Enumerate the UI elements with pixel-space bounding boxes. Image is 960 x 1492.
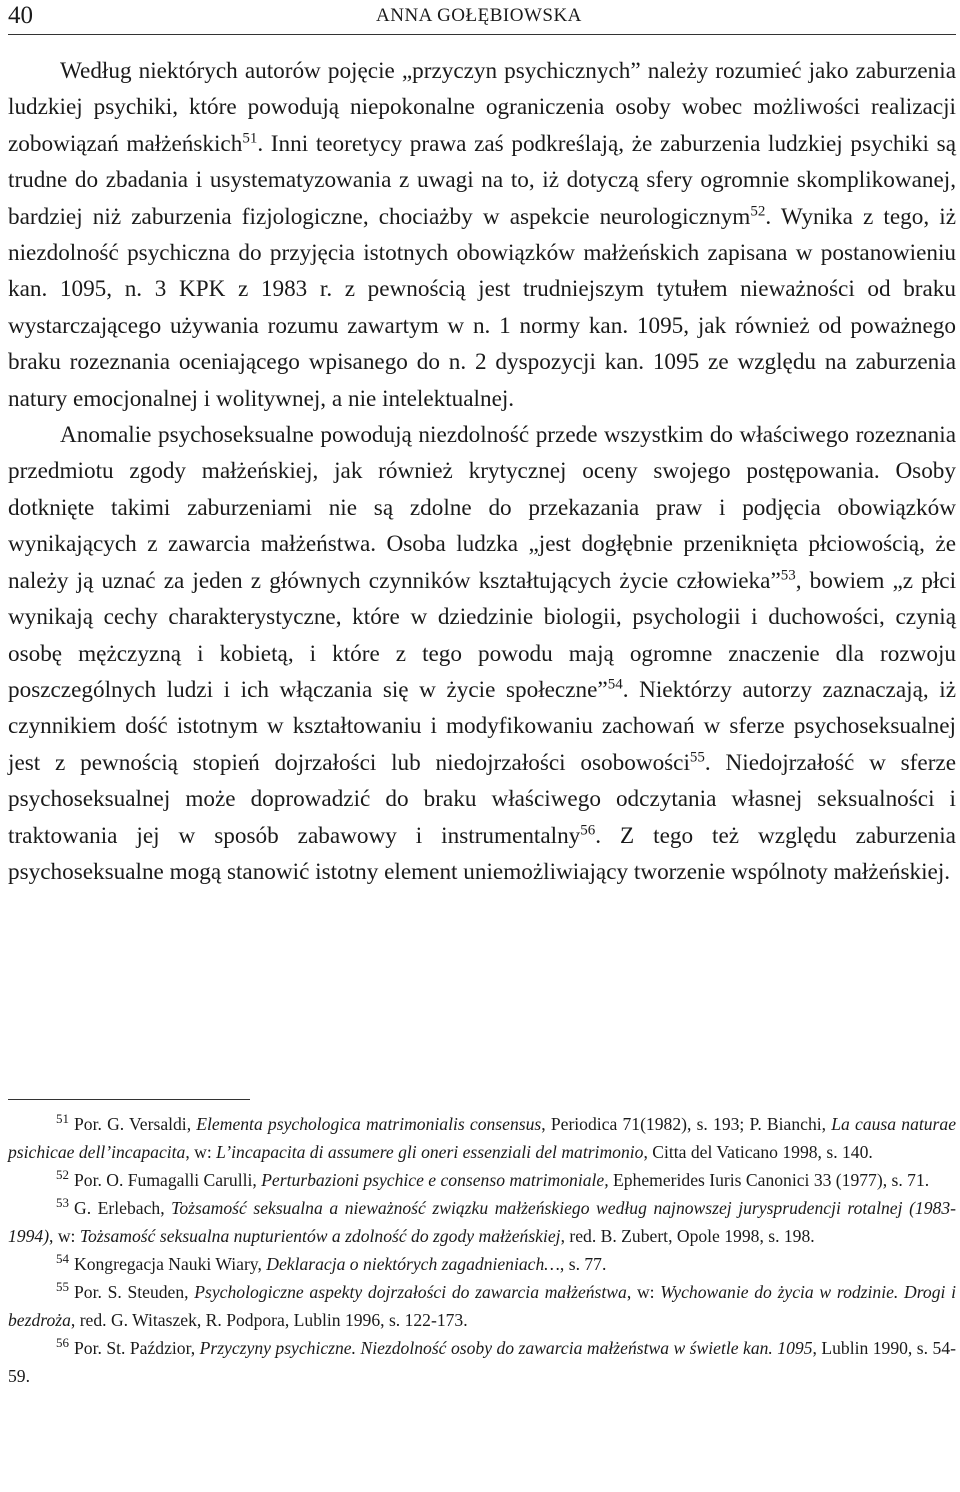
page-header [8, 0, 956, 30]
footnote-text: , Periodica 71(1982), s. 193; P. Bianchi, [541, 1114, 832, 1134]
footnote-ref-54[interactable]: 54 [607, 676, 623, 693]
footnote-text: , w: [185, 1142, 217, 1162]
running-head: ANNA GOŁĘBIOWSKA [376, 5, 582, 26]
footnote-text: , red. B. Zubert, Opole 1998, s. 198. [560, 1226, 815, 1246]
footnote-title: Psychologiczne aspekty dojrzałości do zawarcia małżeństwa [194, 1282, 627, 1302]
footnote-52 [8, 1166, 956, 1194]
footnote-text: Por. S. Steuden, [74, 1282, 195, 1302]
paragraph-2 [8, 417, 956, 890]
footnote-text: , w: [626, 1282, 661, 1302]
footnote-text: Por. St. Paździor, [74, 1338, 200, 1358]
footnote-number: 55 [56, 1279, 69, 1295]
footnote-text: , w: [49, 1226, 80, 1246]
paragraph-2-text-a: Anomalie psychoseksualne powodują niezdolność przede wszystkim do właściwego rozeznania przedmiotu zgody małżeńskiej, jak również krytycznej oceny swojego postępowania. Osoby dotknięte takimi zaburzeniami nie są zdolne do przekazania praw i podjęcia obowiązków wynikających z zawarcia małżeństwa. Osoba ludzka „jest dogłębnie przeniknięta płciowością, że należy ją uznać za jeden z głównych czynników kształtujących życie człowieka” [8, 422, 956, 594]
header-rule [8, 34, 956, 35]
footnote-number: 52 [56, 1167, 69, 1183]
footnotes [8, 1110, 956, 1390]
page-number: 40 [8, 2, 33, 29]
footnote-number: 54 [56, 1251, 69, 1267]
footnote-text: Por. O. Fumagalli Carulli, [74, 1170, 262, 1190]
footnote-54 [8, 1250, 956, 1278]
footnote-text: , s. 77. [559, 1254, 607, 1274]
paragraph-2-text-c: . Niektórzy autorzy zaznaczają, iż czynnikiem dość istotnym w kształtowaniu i modyfikowaniu zachowań w sferze psychoseksualnej jest z pewnością stopień dojrzałości lub niedojrzałości osobowości [8, 676, 956, 776]
footnote-ref-51[interactable]: 51 [242, 130, 258, 147]
footnote-title: Perturbazioni psychice e consenso matrimoniale, [261, 1170, 609, 1190]
footnote-text: , red. G. Witaszek, R. Podpora, Lublin 1996, s. 122-173. [70, 1310, 468, 1330]
footnote-51 [8, 1110, 956, 1166]
footnote-53 [8, 1194, 956, 1250]
paragraph-2-text-d: . Niedojrzałość w sferze psychoseksualnej może doprowadzić do braku właściwego odczytania własnej seksualności i traktowania jej w sposób zabawowy i instrumentalny [8, 749, 956, 849]
paragraph-1 [8, 53, 956, 417]
footnote-title: Przyczyny psychiczne. Niezdolność osoby do zawarcia małżeństwa w świetle kan. 1095 [199, 1338, 813, 1358]
paragraph-1-text-b: . Inni teoretycy prawa zaś podkreślają, że zaburzenia ludzkiej psychiki są trudne do zbadania i usystematyzowania z uwagi na to, iż dotyczą sfery ogromnie skomplikowanej, bardziej niż zaburzenia fizjologiczne, chociażby w aspekcie neurologicznym [8, 130, 956, 230]
footnote-number: 56 [56, 1335, 69, 1351]
body-text [8, 53, 956, 890]
footnote-text: , Citta del Vaticano 1998, s. 140. [643, 1142, 873, 1162]
footnote-56 [8, 1334, 956, 1390]
footnote-title: La causa naturae psichicae dell’incapacita [8, 1114, 957, 1162]
paragraph-1-text-c: . Wynika z tego, iż niezdolność psychiczna do przyjęcia istotnych obowiązków małżeńskich zapisana w postanowieniu kan. 1095, n. 3 KPK z 1983 r. z pewnością jest trudniejszym tytułem nieważności od braku wystarczającego używania rozumu zawartym w n. 1 normy kan. 1095, jak również od poważnego braku rozeznania oceniającego wpisanego do n. 2 dyspozycji kan. 1095 ze względu na zaburzenia natury emocjonalnej i wolitywnej, a nie intelektualnej. [8, 203, 956, 412]
footnote-title: Deklaracja o niektórych zagadnieniach… [266, 1254, 560, 1274]
footnote-55 [8, 1278, 956, 1334]
footnote-number: 53 [56, 1195, 69, 1211]
paragraph-1-text-a: Według niektórych autorów pojęcie „przyczyn psychicznych” należy rozumieć jako zaburzenia ludzkiej psychiki, które powodują niepokonalne ograniczenia osoby wobec możliwości realizacji zobowiązań małżeńskich [8, 58, 956, 157]
footnote-ref-56[interactable]: 56 [580, 821, 596, 838]
footnote-ref-55[interactable]: 55 [689, 748, 705, 765]
footnote-text: Kongregacja Nauki Wiary, [74, 1254, 267, 1274]
footnote-title: Wychowanie do życia w rodzinie. Drogi i bezdroża [8, 1282, 957, 1330]
footnote-number: 51 [56, 1111, 69, 1127]
footnote-ref-53[interactable]: 53 [780, 566, 796, 583]
footnote-title: Elementa psychologica matrimonialis consensus [196, 1114, 542, 1134]
paragraph-2-text-b: , bowiem „z płci wynikają cechy charakterystyczne, które w dziedzinie biologii, psychologii i duchowości, czynią osobę mężczyzną i kobietą, i które z tego powodu mają ogromne znaczenie dla rozwoju poszczególnych ludzi i ich włączania się w życie społeczne” [8, 567, 957, 703]
footnote-title: L’incapacita di assumere gli oneri essenziali del matrimonio [216, 1142, 644, 1162]
footnote-text: G. Erlebach, [74, 1198, 172, 1218]
footnote-title: Tożsamość seksualna nupturientów a zdolność do zgody małżeńskiej [79, 1226, 561, 1246]
footnote-ref-52[interactable]: 52 [750, 202, 766, 219]
footnote-text: Ephemerides Iuris Canonici 33 (1977), s. 71. [608, 1170, 930, 1190]
paragraph-2-text-e: . Z tego też względu zaburzenia psychoseksualne mogą stanowić istotny element uniemożliwiający tworzenie wspólnoty małżeńskiej. [8, 822, 956, 885]
footnote-text: , Lublin 1990, s. 54-59. [8, 1338, 956, 1386]
footnote-title: Tożsamość seksualna a nieważność związku małżeńskiego według najnowszej jurysprudencji rotalnej (1983-1994) [8, 1198, 956, 1246]
footnote-rule [8, 1099, 250, 1100]
footnote-text: Por. G. Versaldi, [74, 1114, 197, 1134]
